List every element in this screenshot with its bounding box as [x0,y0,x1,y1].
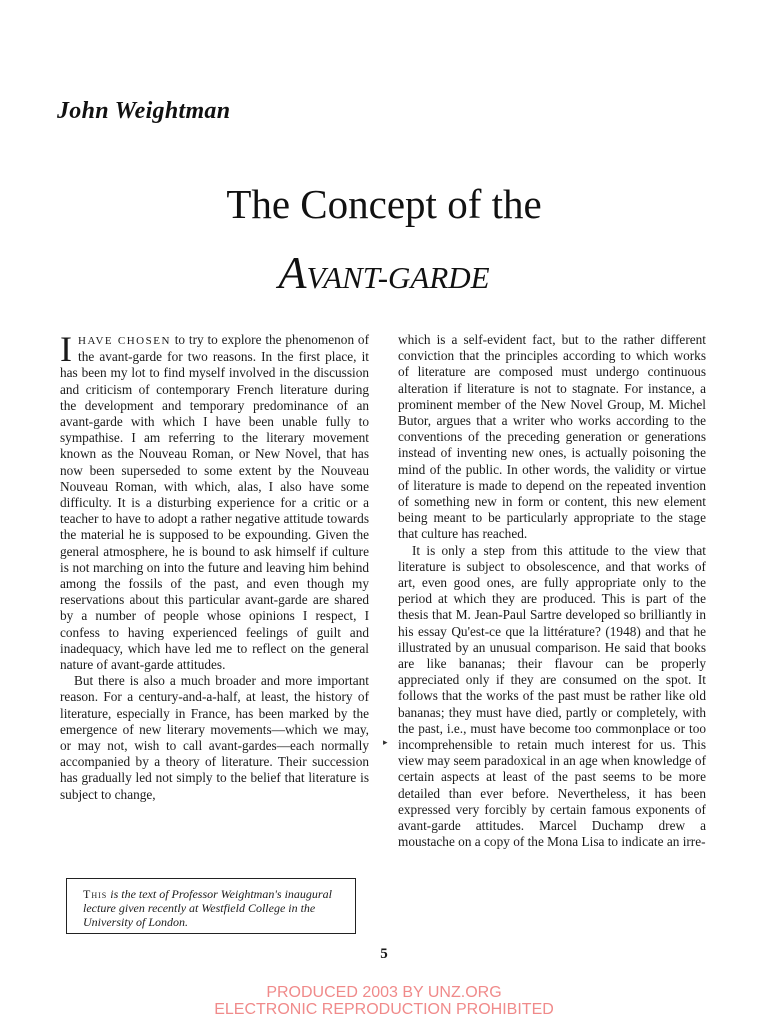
drop-cap: I [60,329,72,369]
reproduction-notice [0,984,768,1018]
article-title-line1: The Concept of the [226,181,542,227]
page-number: 5 [380,946,388,962]
opening-smallcaps: HAVE CHOSEN [78,335,171,347]
paragraph: But there is also a much broader and more important reason. For a century-and-a-half, at least, the history of literature, especially in France, has been marked by the emergence of new literary movements—which we may, or may not, wish to call avant-gardes—each normally accompanied by a theory of literature. Their succession has gradually led not simply to the belief that literature is subject to change, [60,673,369,802]
author-name: John Weightman [57,98,231,124]
note-text: is the text of Professor Weightman's inaugural lecture given recently at Westfield College in the University of London. [83,887,332,929]
margin-mark: ▸ [383,738,388,748]
left-column [60,329,369,803]
notice-line2: ELECTRONIC REPRODUCTION PROHIBITED [214,1001,554,1018]
right-column [398,332,706,851]
title-rest: VANT-GARDE [306,260,490,295]
notice-line1: PRODUCED 2003 BY UNZ.ORG [266,984,502,1001]
editor-note-box [66,878,356,934]
title-initial: A [278,247,307,298]
note-lead: This [83,887,108,901]
paragraph: which is a self-evident fact, but to the rather different conviction that the principles according to which works of literature are composed must undergo continuous alteration if literature is not to stagnate. For instance, a prominent member of the New Novel Group, M. Michel Butor, argues that a writer who works according to the conventions of the preceding generation or generations instead of inventing new ones, is actually poisoning the mind of the public. In other words, the validity or virtue of literature is made to depend on the repeated invention of something new in form or content, this new element being meant to be particularly appropriate to the stage that culture has reached. [398,332,706,542]
article-title-line2 [0,246,768,299]
paragraph: It is only a step from this attitude to the view that literature is subject to obsolescence, and that works of art, even good ones, are fully appropriate only to the period at which they are produced. This is part of the thesis that M. Jean-Paul Sartre developed so brilliantly in his essay Qu'est-ce que la littérature? (1948) and that he illustrated by an unusual comparison. He said that books are like bananas; their flavour can be properly appreciated only if they are consumed on the spot. It follows that the works of the past must be rather like old bananas; they must have died, partly or completely, with the past, i.e., must have become too commonplace or too incomprehensible to retain much interest for us. This view may seem paradoxical in an age when knowledge of certain aspects at least of the past seems to be more detailed than ever before. Nevertheless, it has been expressed very forcibly by certain famous exponents of avant-garde attitudes. Marcel Duchamp drew a moustache on a copy of the Mona Lisa to indicate an irre- [398,542,706,850]
paragraph-text: to try to explore the phenomenon of the avant-garde for two reasons. In the first place, it has been my lot to find myself involved in the discussion and criticism of contemporary French literature during the development and temporary predominance of an avant-garde with which I have been unable fully to sympathise. I am referring to the literary movement known as the Nouveau Roman, or New Novel, that has now been superseded to some extent by the Nouveau Nouveau Roman, with which, alas, I also have some difficulty. It is a disturbing experience for a critic or a teacher to have to adopt a rather negative attitude towards the material he is supposed to be expounding. Given the general atmosphere, he is bound to ask himself if culture is not marching on into the future and leaving him behind among the fossils of the past, and even though my reservations about this particular avant-garde are shared by a number of people whose opinions I respect, I confess to having experienced feelings of guilt and inadequacy, which have led me to reflect on the general nature of avant-garde attitudes. [60,332,369,673]
opening-paragraph [60,329,369,673]
